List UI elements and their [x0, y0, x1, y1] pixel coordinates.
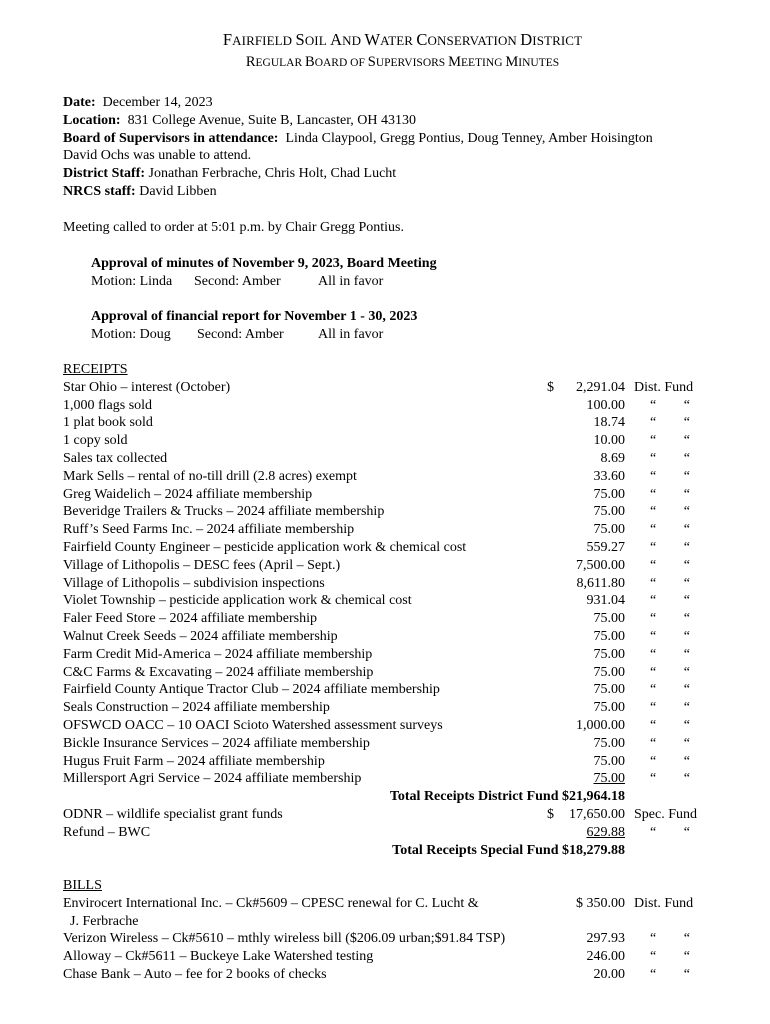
ditto-quote: “: [683, 611, 690, 627]
ditto-mark: [650, 948, 690, 966]
location-line: Location: 831 College Avenue, Suite B, Lancaster, OH 43130: [63, 112, 417, 128]
bill-row: [63, 966, 713, 984]
receipt-description: Star Ohio – interest (October): [63, 379, 231, 395]
title-initial: R: [245, 54, 256, 70]
receipt-row: [63, 735, 713, 753]
ditto-mark: [650, 610, 690, 628]
ditto-quote: “: [650, 664, 657, 680]
fund-label: Spec. Fund: [634, 806, 697, 822]
receipt-amount: 8,611.80: [576, 575, 625, 591]
title-rest: INUTES: [518, 57, 560, 69]
motion-title: Approval of financial report for November 1 - 30, 2023: [91, 309, 418, 324]
title-rest: ISTRICT: [532, 33, 583, 48]
ditto-quote: “: [683, 966, 690, 982]
receipt-description: OFSWCD OACC – 10 OACI Scioto Watershed assessment surveys: [63, 717, 443, 733]
title-initial: F: [222, 30, 233, 49]
ditto-quote: “: [650, 824, 657, 840]
nrcs-staff-line: NRCS staff: David Libben: [63, 183, 217, 199]
ditto-mark: [650, 592, 690, 610]
receipts-heading: RECEIPTS: [63, 362, 128, 377]
motion-title: Approval of minutes of November 9, 2023, Board Meeting: [91, 256, 437, 271]
receipt-description: Fairfield County Antique Tractor Club – 2024 affiliate membership: [63, 682, 440, 698]
fund-label: Dist. Fund: [634, 379, 694, 395]
ditto-quote: “: [683, 700, 690, 716]
ditto-mark: [650, 628, 690, 646]
title-initial: S: [367, 54, 376, 70]
receipt-description: ODNR – wildlife specialist grant funds: [63, 806, 283, 822]
receipt-description: Seals Construction – 2024 affiliate membership: [63, 700, 330, 716]
title-rest: EGULAR: [255, 57, 306, 69]
bills-heading: BILLS: [63, 878, 102, 893]
receipt-description: Bickle Insurance Services – 2024 affiliate membership: [63, 735, 370, 751]
ditto-quote: “: [650, 468, 657, 484]
receipt-amount: 10.00: [593, 433, 625, 449]
ditto-quote: “: [683, 539, 690, 555]
receipt-description: Faler Feed Store – 2024 affiliate membership: [63, 611, 318, 627]
ditto-quote: “: [683, 415, 690, 431]
receipt-description: Walnut Creek Seeds – 2024 affiliate membership: [63, 628, 338, 644]
receipt-row: [63, 521, 713, 539]
receipt-description: Hugus Fruit Farm – 2024 affiliate membership: [63, 753, 325, 769]
receipt-description: Sales tax collected: [63, 450, 168, 466]
ditto-quote: “: [650, 611, 657, 627]
ditto-mark: [650, 824, 690, 842]
bill-row: [63, 895, 713, 913]
ditto-quote: “: [683, 628, 690, 644]
ditto-quote: “: [683, 468, 690, 484]
ditto-quote: “: [650, 557, 657, 573]
ditto-quote: “: [683, 717, 690, 733]
ditto-mark: [650, 557, 690, 575]
receipt-amount: 931.04: [586, 593, 625, 609]
ditto-quote: “: [650, 415, 657, 431]
receipt-amount: 75.00: [593, 646, 625, 662]
ditto-quote: “: [650, 646, 657, 662]
ditto-quote: “: [650, 682, 657, 698]
ditto-quote: “: [650, 539, 657, 555]
receipt-row: [63, 397, 713, 415]
receipt-row: [63, 610, 713, 628]
receipt-amount: 1,000.00: [576, 717, 625, 733]
ditto-quote: “: [650, 522, 657, 538]
receipt-amount: 75.00: [593, 735, 625, 751]
bill-description: Verizon Wireless – Ck#5610 – mthly wireless bill ($206.09 urban;$91.84 TSP): [63, 931, 506, 947]
receipt-amount: 17,650.00: [569, 806, 625, 822]
bill-amount: 20.00: [593, 966, 625, 982]
receipt-description: Greg Waidelich – 2024 affiliate membership: [63, 486, 313, 502]
ditto-quote: “: [650, 450, 657, 466]
receipt-row: [63, 628, 713, 646]
receipt-description: Village of Lithopolis – subdivision inspections: [63, 575, 325, 591]
ditto-quote: “: [683, 575, 690, 591]
ditto-mark: [650, 699, 690, 717]
special-total: [63, 842, 713, 860]
motion-result: All in favor: [318, 273, 384, 289]
receipt-row: [63, 770, 713, 788]
title-rest: ND: [342, 33, 365, 48]
ditto-mark: [650, 521, 690, 539]
ditto-quote: “: [683, 771, 690, 787]
receipt-row: [63, 753, 713, 771]
ditto-quote: “: [683, 504, 690, 520]
receipt-description: 1 copy sold: [63, 433, 128, 449]
ditto-mark: [650, 646, 690, 664]
ditto-quote: “: [683, 450, 690, 466]
motion-second: Second: Amber: [194, 273, 281, 289]
receipt-description: Millersport Agri Service – 2024 affiliate membership: [63, 771, 362, 787]
ditto-quote: “: [650, 949, 657, 965]
bill-amount: 246.00: [586, 949, 625, 965]
ditto-quote: “: [650, 735, 657, 751]
receipt-row: [63, 468, 713, 486]
receipt-amount: 2,291.04: [576, 379, 625, 395]
receipt-amount: 8.69: [600, 450, 625, 466]
title-initial: C: [416, 30, 428, 49]
receipt-amount: 75.00: [593, 628, 625, 644]
ditto-quote: “: [683, 522, 690, 538]
called-to-order: Meeting called to order at 5:01 p.m. by Chair Gregg Pontius.: [63, 220, 404, 235]
ditto-quote: “: [683, 753, 690, 769]
receipt-amount: 33.60: [593, 468, 625, 484]
title-rest: ATER: [380, 33, 417, 48]
date-line: Date: December 14, 2023: [63, 95, 213, 110]
receipt-description: Mark Sells – rental of no-till drill (2.8 acres) exempt: [63, 468, 357, 484]
ditto-mark: [650, 664, 690, 682]
receipt-row: [63, 806, 713, 824]
ditto-quote: “: [683, 735, 690, 751]
title-initial: M: [448, 54, 461, 70]
ditto-quote: “: [683, 486, 690, 502]
bill-description-continued: J. Ferbrache: [70, 913, 139, 929]
motion-mover: Motion: Doug: [91, 326, 171, 342]
bill-row: [63, 930, 713, 948]
title-rest: OIL: [304, 33, 331, 48]
special-total-text: Total Receipts Special Fund $18,279.88: [392, 842, 625, 858]
motion-line: [91, 326, 417, 344]
ditto-quote: “: [683, 557, 690, 573]
receipt-description: Beveridge Trailers & Trucks – 2024 affiliate membership: [63, 504, 385, 520]
meeting-header: [63, 94, 753, 201]
receipt-row: [63, 664, 713, 682]
receipt-row: [63, 824, 713, 842]
receipt-row: [63, 699, 713, 717]
ditto-mark: [650, 450, 690, 468]
ditto-quote: “: [650, 593, 657, 609]
document-title: [0, 31, 770, 50]
receipt-description: Refund – BWC: [63, 824, 151, 840]
receipt-amount: 75.00: [593, 771, 625, 787]
receipt-description: Violet Township – pesticide application work & chemical cost: [63, 593, 412, 609]
bills-section: [63, 877, 713, 984]
receipt-amount: 7,500.00: [576, 557, 625, 573]
ditto-mark: [650, 468, 690, 486]
bill-description: Envirocert International Inc. – Ck#5609 – CPESC renewal for C. Lucht &: [63, 895, 479, 911]
dollar-sign: $: [547, 806, 554, 822]
bill-row: [63, 948, 713, 966]
bill-amount: 297.93: [586, 931, 625, 947]
receipt-amount: 75.00: [593, 504, 625, 520]
receipt-row: [63, 432, 713, 450]
title-initial: M: [505, 54, 519, 70]
receipt-amount: 75.00: [593, 522, 625, 538]
motion-result: All in favor: [318, 326, 384, 342]
motion-minutes: [91, 255, 437, 291]
absent-line: David Ochs was unable to attend.: [63, 148, 252, 164]
document-subtitle: [0, 54, 770, 73]
receipt-amount: 100.00: [586, 397, 625, 413]
title-rest: AIRFIELD: [232, 33, 296, 48]
ditto-quote: “: [650, 753, 657, 769]
receipt-description: Village of Lithopolis – DESC fees (April – Sept.): [63, 557, 341, 573]
ditto-quote: “: [650, 966, 657, 982]
ditto-quote: “: [683, 646, 690, 662]
receipt-description: C&C Farms & Excavating – 2024 affiliate membership: [63, 664, 374, 680]
receipt-row: [63, 486, 713, 504]
ditto-quote: “: [683, 433, 690, 449]
title-initial: D: [520, 30, 533, 49]
ditto-mark: [650, 432, 690, 450]
ditto-mark: [650, 735, 690, 753]
motion-line: [91, 273, 437, 291]
ditto-mark: [650, 575, 690, 593]
receipts-section: [63, 361, 713, 859]
receipt-row: [63, 503, 713, 521]
ditto-mark: [650, 770, 690, 788]
district-staff-line: District Staff: Jonathan Ferbrache, Chris Holt, Chad Lucht: [63, 166, 397, 182]
receipt-description: 1,000 flags sold: [63, 397, 153, 413]
receipt-row: [63, 575, 713, 593]
receipt-description: Ruff’s Seed Farms Inc. – 2024 affiliate membership: [63, 522, 355, 538]
receipt-amount: 559.27: [586, 539, 625, 555]
receipt-description: Farm Credit Mid-America – 2024 affiliate membership: [63, 646, 373, 662]
ditto-mark: [650, 414, 690, 432]
ditto-quote: “: [650, 504, 657, 520]
title-rest: ONSERVATION: [427, 33, 521, 48]
receipt-amount: 75.00: [593, 682, 625, 698]
ditto-quote: “: [650, 486, 657, 502]
receipt-amount: 75.00: [593, 753, 625, 769]
motion-mover: Motion: Linda: [91, 273, 173, 289]
receipt-row: [63, 557, 713, 575]
ditto-quote: “: [650, 397, 657, 413]
receipt-description: 1 plat book sold: [63, 415, 153, 431]
district-total: [63, 788, 713, 806]
ditto-quote: “: [683, 931, 690, 947]
title-initial: B: [305, 54, 315, 70]
ditto-quote: “: [650, 717, 657, 733]
receipt-amount: 629.88: [586, 824, 625, 840]
receipt-row: [63, 717, 713, 735]
title-rest: UPERVISORS: [375, 57, 449, 69]
ditto-mark: [650, 753, 690, 771]
receipt-amount: 18.74: [593, 415, 625, 431]
bill-description: Chase Bank – Auto – fee for 2 books of checks: [63, 966, 327, 982]
ditto-mark: [650, 486, 690, 504]
ditto-quote: “: [650, 771, 657, 787]
ditto-mark: [650, 539, 690, 557]
receipt-row: [63, 681, 713, 699]
board-line: Board of Supervisors in attendance: Linda Claypool, Gregg Pontius, Doug Tenney, Amber Hoisington: [63, 130, 653, 146]
bill-row-continued: [63, 913, 713, 931]
fund-label: Dist. Fund: [634, 895, 694, 911]
title-rest: OARD OF: [314, 57, 368, 69]
ditto-mark: [650, 930, 690, 948]
ditto-mark: [650, 966, 690, 984]
ditto-quote: “: [650, 700, 657, 716]
title-initial: S: [295, 30, 305, 49]
motion-financial-report: [91, 308, 417, 344]
receipt-row: [63, 592, 713, 610]
receipt-row: [63, 414, 713, 432]
receipt-amount: 75.00: [593, 700, 625, 716]
ditto-mark: [650, 717, 690, 735]
receipt-amount: 75.00: [593, 611, 625, 627]
ditto-quote: “: [683, 664, 690, 680]
ditto-quote: “: [650, 433, 657, 449]
ditto-quote: “: [683, 949, 690, 965]
receipt-amount: 75.00: [593, 486, 625, 502]
district-total-text: Total Receipts District Fund $21,964.18: [389, 789, 625, 805]
receipt-description: Fairfield County Engineer – pesticide application work & chemical cost: [63, 539, 467, 555]
bill-amount: $ 350.00: [576, 895, 625, 911]
title-initial: A: [330, 30, 343, 49]
receipt-row: [63, 646, 713, 664]
ditto-quote: “: [683, 824, 690, 840]
ditto-quote: “: [650, 628, 657, 644]
motion-second: Second: Amber: [197, 326, 284, 342]
ditto-quote: “: [683, 397, 690, 413]
ditto-quote: “: [683, 682, 690, 698]
dollar-sign: $: [547, 379, 554, 395]
title-initial: W: [364, 30, 381, 49]
ditto-quote: “: [650, 575, 657, 591]
receipt-amount: 75.00: [593, 664, 625, 680]
receipt-row: [63, 450, 713, 468]
title-rest: EETING: [460, 57, 506, 69]
ditto-mark: [650, 503, 690, 521]
receipt-row: [63, 539, 713, 557]
ditto-quote: “: [650, 931, 657, 947]
ditto-mark: [650, 397, 690, 415]
ditto-mark: [650, 681, 690, 699]
bill-description: Alloway – Ck#5611 – Buckeye Lake Watershed testing: [63, 949, 374, 965]
receipt-row: [63, 379, 713, 397]
ditto-quote: “: [683, 593, 690, 609]
